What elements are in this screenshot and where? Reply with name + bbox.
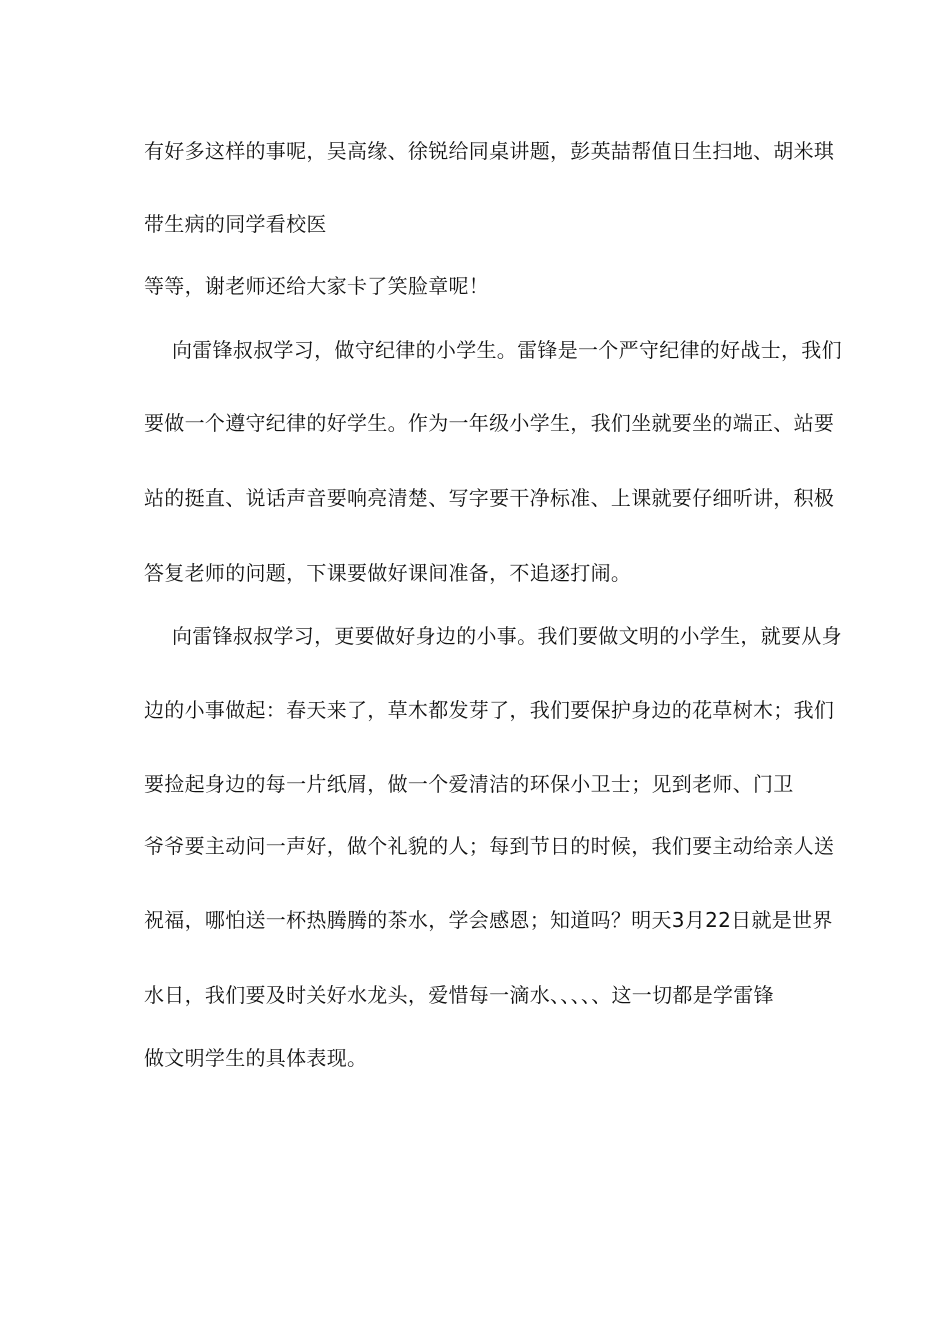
text-line: 带生病的同学看校医 xyxy=(144,212,327,236)
text-line: 有好多这样的事呢，吴高缘、徐锐给同桌讲题，彭英喆帮值日生扫地、胡米琪 xyxy=(144,139,835,163)
text-line: 边的小事做起：春天来了，草木都发芽了，我们要保护身边的花草树木；我们 xyxy=(144,698,835,722)
text-line: 祝福，哪怕送一杯热腾腾的茶水，学会感恩；知道吗？明天3月22日就是世界 xyxy=(144,908,833,932)
paragraph-first-line: 向雷锋叔叔学习，更要做好身边的小事。我们要做文明的小学生，就要从身 xyxy=(172,624,842,648)
text-line: 做文明学生的具体表现。 xyxy=(144,1046,368,1070)
paragraph-first-line: 向雷锋叔叔学习，做守纪律的小学生。雷锋是一个严守纪律的好战士，我们 xyxy=(172,338,842,362)
text-line: 水日，我们要及时关好水龙头，爱惜每一滴水、、、、、这一切都是学雷锋 xyxy=(144,983,774,1007)
text-line: 要捡起身边的每一片纸屑，做一个爱清洁的环保小卫士；见到老师、门卫 xyxy=(144,772,794,796)
text-line: 等等，谢老师还给大家卡了笑脸章呢！ xyxy=(144,274,490,298)
text-line: 要做一个遵守纪律的好学生。作为一年级小学生，我们坐就要坐的端正、站要 xyxy=(144,411,835,435)
text-line: 爷爷要主动问一声好，做个礼貌的人；每到节日的时候，我们要主动给亲人送 xyxy=(144,834,835,858)
text-line: 站的挺直、说话声音要响亮清楚、写字要干净标准、上课就要仔细听讲，积极 xyxy=(144,486,835,510)
text-line: 答复老师的问题，下课要做好课间准备，不追逐打闹。 xyxy=(144,561,632,585)
